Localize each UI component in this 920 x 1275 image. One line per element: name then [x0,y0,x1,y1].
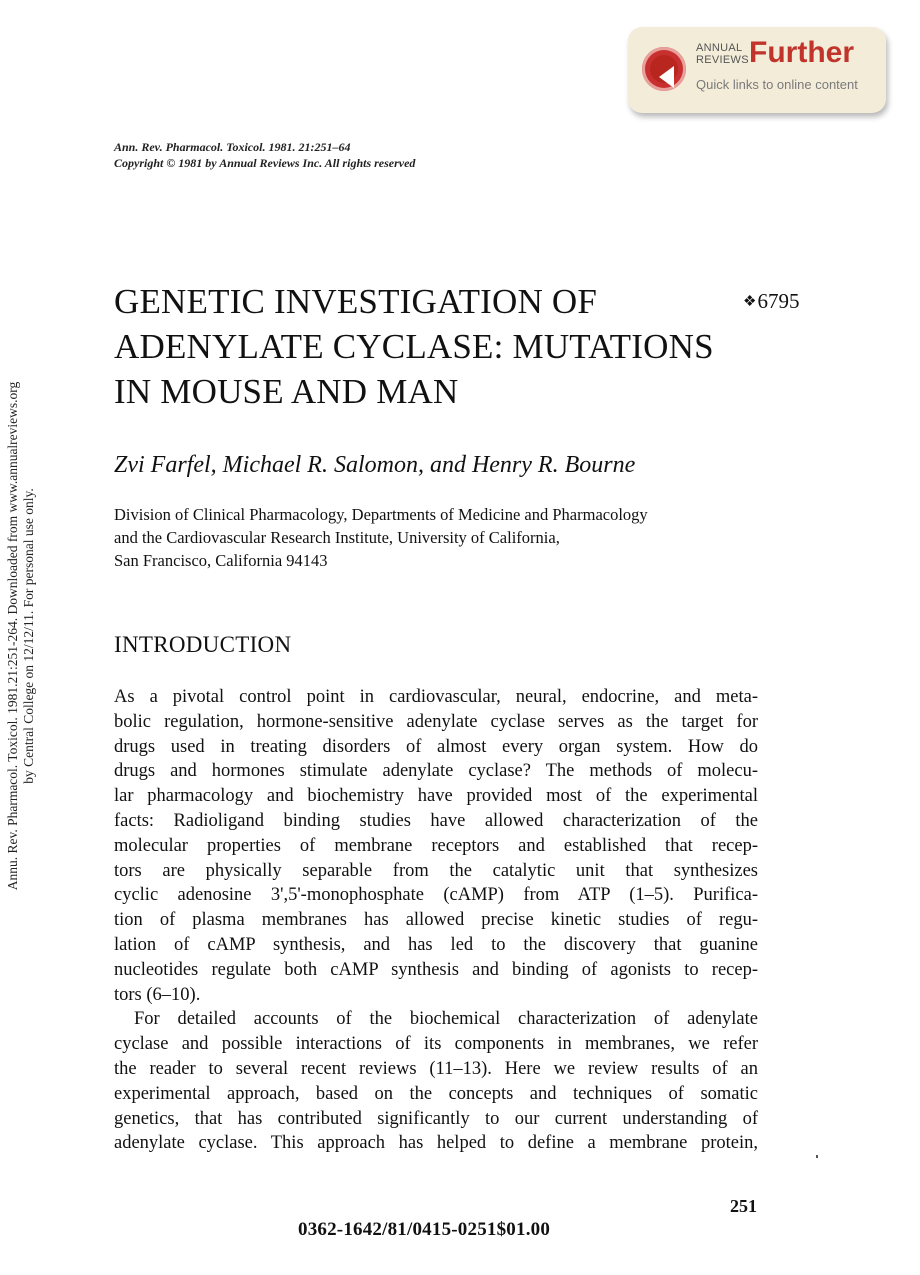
further-badge[interactable] [628,27,886,113]
citation-block [114,139,614,171]
affiliation-line: and the Cardiovascular Research Institute, University of California, [114,528,560,547]
download-notice-line-1: Annu. Rev. Pharmacol. Toxicol. 1981.21:251-264. Downloaded from www.annualreviews.org [5,381,20,891]
text-line: the reader to several recent reviews (11–13). Here we review results of an [114,1058,758,1079]
download-notice [5,382,37,891]
text-line: lar pharmacology and biochemistry have provided most of the experimental [114,786,758,807]
diamond-icon: ❖ [743,294,757,310]
text-line: genetics, that has contributed significantly to our current understanding of [114,1108,758,1129]
scan-speck [816,1155,818,1158]
title-line: ADENYLATE CYCLASE: MUTATIONS [114,327,714,366]
download-notice-sidebar [0,0,42,1275]
text-line: As a pivotal control point in cardiovascular, neural, endocrine, and meta- [114,687,758,707]
affiliation-line: Division of Clinical Pharmacology, Departments of Medicine and Pharmacology [114,505,648,524]
title-line: GENETIC INVESTIGATION OF [114,282,598,321]
text-line: facts: Radioligand binding studies have allowed characterization of the [114,810,758,831]
text-line: experimental approach, based on the concepts and techniques of somatic [114,1083,758,1104]
text-line: drugs used in treating disorders of almost every organ system. How do [114,736,758,757]
article-title [114,279,757,414]
article-number [743,289,799,314]
authors: Zvi Farfel, Michael R. Salomon, and Henry R. Bourne [114,452,636,478]
text-line: nucleotides regulate both cAMP synthesis and binding of agonists to recep- [114,959,758,980]
badge-subtitle[interactable]: Quick links to online content [696,77,858,92]
badge-publisher-label [696,42,750,66]
text-line: tion of plasma membranes has allowed precise kinetic studies of regu- [114,910,758,931]
badge-further-text: Further [749,36,854,69]
text-line: tors are physically separable from the catalytic unit that synthesizes [114,860,758,881]
body-text [114,685,758,1156]
affiliation-line: San Francisco, California 94143 [114,551,328,570]
title-line: IN MOUSE AND MAN [114,372,459,411]
badge-annual-text: ANNUAL [696,42,743,54]
text-line: drugs and hormones stimulate adenylate cyclase? The methods of molecu- [114,761,758,782]
left-arrow-circle-icon[interactable] [642,47,686,91]
text-line: lation of cAMP synthesis, and has led to the discovery that guanine [114,934,758,955]
article-code: 0362-1642/81/0415-0251$01.00 [298,1219,551,1240]
section-heading: INTRODUCTION [114,632,292,657]
text-line: bolic regulation, hormone-sensitive adenylate cyclase serves as the target for [114,711,758,732]
text-line: molecular properties of membrane receptors and established that recep- [114,835,758,856]
page-number: 251 [730,1196,757,1216]
citation-line: Ann. Rev. Pharmacol. Toxicol. 1981. 21:251–64 [114,140,351,154]
text-line: adenylate cyclase. This approach has helped to define a membrane protein, [114,1133,758,1154]
text-line: cyclase and possible interactions of its components in membranes, we refer [114,1034,758,1055]
badge-reviews-text: REVIEWS [696,54,749,66]
affiliation [114,503,774,572]
text-line: For detailed accounts of the biochemical characterization of adenylate [134,1009,758,1030]
copyright-line: Copyright © 1981 by Annual Reviews Inc. All rights reserved [114,156,416,170]
article-number-value: 6795 [757,289,800,313]
download-notice-line-2: by Central College on 12/12/11. For personal use only. [21,488,36,784]
text-line: cyclic adenosine 3',5'-monophosphate (cAMP) from ATP (1–5). Purifica- [114,885,758,906]
text-line: tors (6–10). [114,984,201,1005]
